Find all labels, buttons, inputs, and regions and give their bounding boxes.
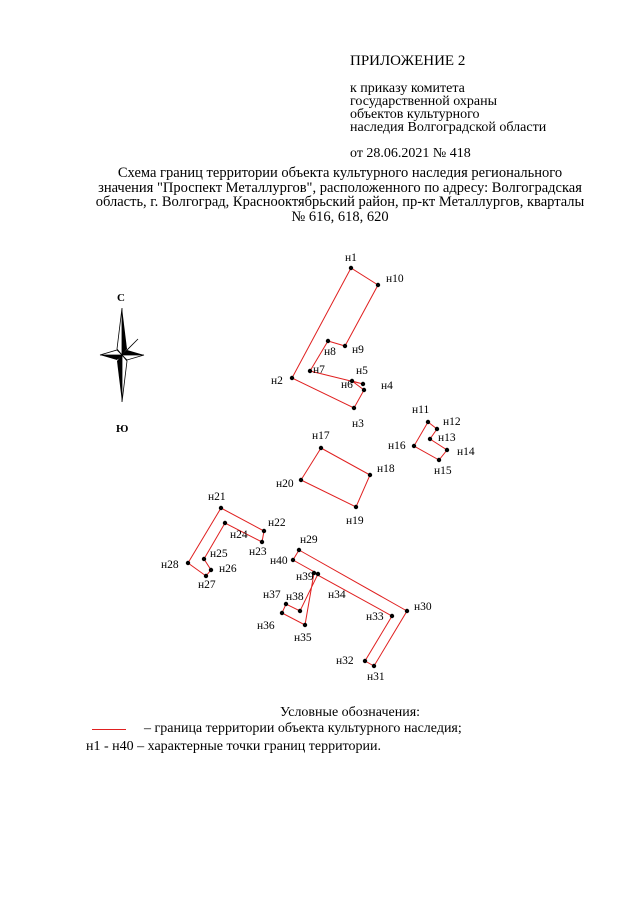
label-n7: н7: [313, 364, 325, 376]
label-n17: н17: [312, 430, 330, 442]
point-n36: [280, 611, 284, 615]
order-line-2: государственной охраны: [350, 94, 498, 109]
point-n1: [349, 266, 353, 270]
label-n24: н24: [230, 529, 248, 541]
point-n7: [308, 369, 312, 373]
label-n1: н1: [345, 252, 357, 264]
point-n6: [361, 382, 365, 386]
label-n28: н28: [161, 559, 179, 571]
point-n30: [405, 609, 409, 613]
point-n26: [209, 568, 213, 572]
label-n40: н40: [270, 555, 288, 567]
boundary-lines: [188, 268, 447, 666]
label-n33: н33: [366, 611, 384, 623]
label-n21: н21: [208, 491, 226, 503]
point-n35: [303, 623, 307, 627]
point-n15: [437, 458, 441, 462]
label-n20: н20: [276, 478, 294, 490]
order-line-1: к приказу комитета: [350, 81, 465, 96]
point-n38: [298, 609, 302, 613]
label-n15: н15: [434, 465, 452, 477]
label-n14: н14: [457, 446, 475, 458]
label-n26: н26: [219, 563, 237, 575]
label-n5: н5: [356, 365, 368, 377]
point-n20: [299, 478, 303, 482]
label-n30: н30: [414, 601, 432, 613]
point-n39: [316, 572, 320, 576]
order-line-4: наследия Волгоградской области: [350, 120, 547, 135]
label-n3: н3: [352, 418, 364, 430]
label-n9: н9: [352, 344, 364, 356]
label-n23: н23: [249, 546, 267, 558]
label-n19: н19: [346, 515, 364, 527]
point-n2: [290, 376, 294, 380]
point-n40: [291, 558, 295, 562]
point-n8: [326, 339, 330, 343]
label-n27: н27: [198, 579, 216, 591]
title-line-4: № 616, 618, 620: [291, 208, 389, 225]
label-n10: н10: [386, 273, 404, 285]
label-n6: н6: [341, 379, 353, 391]
point-n21: [219, 506, 223, 510]
point-n32: [363, 659, 367, 663]
appendix-title: ПРИЛОЖЕНИЕ 2: [350, 53, 466, 69]
label-n8: н8: [324, 346, 336, 358]
label-n35: н35: [294, 632, 312, 644]
point-n9: [343, 344, 347, 348]
point-n16: [412, 444, 416, 448]
boundary-polygon-1: [292, 268, 378, 408]
order-date: от 28.06.2021 № 418: [350, 146, 471, 161]
title-line-2: значения "Проспект Металлургов", расположенного по адресу: Волгоградская: [98, 179, 582, 196]
point-n33: [390, 614, 394, 618]
point-n18: [368, 473, 372, 477]
label-n34: н34: [328, 589, 346, 601]
label-n25: н25: [210, 548, 228, 560]
boundary-polygon-3: [301, 448, 370, 507]
point-n4: [362, 388, 366, 392]
order-line-3: объектов культурного: [350, 107, 480, 122]
title-line-3: область, г. Волгоград, Краснооктябрьский район, пр-кт Металлургов, кварталы: [95, 194, 585, 210]
label-n36: н36: [257, 620, 275, 632]
point-n28: [186, 561, 190, 565]
point-n10: [376, 283, 380, 287]
compass-south-label: Ю: [116, 423, 129, 435]
point-n22: [262, 529, 266, 533]
compass-north-label: С: [117, 292, 125, 304]
legend-boundary-desc: – граница территории объекта культурного наследия;: [144, 721, 462, 736]
point-n23: [260, 540, 264, 544]
point-n12: [435, 427, 439, 431]
label-n39: н39: [296, 571, 314, 583]
legend-title: Условные обозначения:: [280, 705, 421, 720]
label-n37: н37: [263, 589, 281, 601]
label-n31: н31: [367, 671, 385, 683]
label-n16: н16: [388, 440, 406, 452]
point-n24: [223, 521, 227, 525]
point-n31: [372, 664, 376, 668]
point-n19: [354, 505, 358, 509]
point-n25: [202, 557, 206, 561]
label-n11: н11: [412, 404, 430, 416]
label-n4: н4: [381, 380, 393, 392]
point-n29: [297, 548, 301, 552]
label-n13: н13: [438, 432, 456, 444]
label-n18: н18: [377, 463, 395, 475]
label-n2: н2: [271, 375, 283, 387]
label-n22: н22: [268, 517, 286, 529]
point-n13: [428, 437, 432, 441]
point-n27: [204, 574, 208, 578]
point-n11: [426, 420, 430, 424]
boundary-polygon-5: [282, 550, 407, 666]
point-n3: [352, 406, 356, 410]
legend-points-desc: н1 - н40 – характерные точки границ территории.: [86, 739, 382, 754]
point-n17: [319, 446, 323, 450]
compass-rose-icon: [100, 292, 144, 435]
point-labels: [161, 252, 475, 683]
label-n38: н38: [286, 591, 304, 603]
label-n12: н12: [443, 416, 461, 428]
title-line-1: Схема границ территории объекта культурного наследия регионального: [117, 165, 563, 181]
label-n29: н29: [300, 534, 318, 546]
legend-boundary-line: [92, 729, 126, 730]
label-n32: н32: [336, 655, 354, 667]
point-n14: [445, 448, 449, 452]
boundary-points: [186, 266, 449, 668]
